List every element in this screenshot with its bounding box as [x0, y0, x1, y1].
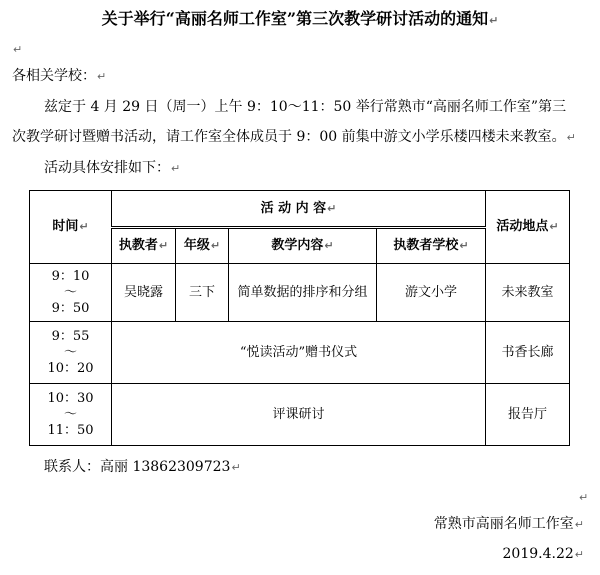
- paragraph-mark-icon: ↵: [231, 461, 241, 474]
- signature-text: 常熟市高丽名师工作室: [433, 516, 574, 532]
- activity-cell: 评课研讨: [112, 384, 486, 446]
- location-cell: 书香长廊: [486, 322, 570, 384]
- time-cell: 10：30 ～ 11：50: [30, 384, 112, 446]
- schedule-intro-text: 活动具体安排如下：: [44, 160, 170, 176]
- paragraph-mark-icon: ↵: [489, 14, 499, 27]
- blank-paragraph: [578, 488, 588, 507]
- paragraph-mark-icon: ↵: [574, 518, 584, 531]
- body-text-2: 次教学研讨暨赠书活动，请工作室全体成员于 9：00 前集中游文小学乐楼四楼未来教室。: [12, 129, 566, 145]
- header-location: 活动地点↵: [486, 191, 570, 264]
- salutation-text: 各相关学校：: [12, 68, 96, 84]
- signature: [434, 515, 584, 534]
- activity-cell: “悦读活动”赠书仪式: [112, 322, 486, 384]
- body-text-1: 兹定于 4 月 29 日（周一）上午 9：10～11：50 举行常熟市“高丽名师工作室”第三: [44, 99, 567, 115]
- header-teaching-content: 教学内容↵: [229, 228, 377, 264]
- paragraph-mark-icon: ↵: [97, 70, 107, 83]
- blank-paragraph: [12, 40, 22, 59]
- schedule-intro: [44, 159, 180, 178]
- schedule-table: [29, 190, 570, 446]
- paragraph-mark-icon: ↵: [210, 239, 221, 252]
- paragraph-mark-icon: ↵: [574, 548, 584, 561]
- paragraph-mark-icon: ↵: [171, 162, 181, 175]
- paragraph-mark-icon: ↵: [459, 239, 469, 252]
- paragraph-mark-icon: ↵: [158, 239, 169, 252]
- time-cell: 9：55 ～ 10：20: [30, 322, 112, 384]
- date: [503, 545, 584, 564]
- header-school: 执教者学校↵: [377, 228, 486, 264]
- contact-text: 联系人：高丽 13862309723: [44, 459, 231, 475]
- contact-line: [44, 458, 241, 477]
- date-text: 2019.4.22: [502, 546, 574, 562]
- paragraph-mark-icon: ↵: [549, 220, 559, 233]
- paragraph-mark-icon: ↵: [327, 201, 337, 215]
- header-time: 时间↵: [30, 191, 112, 264]
- salutation: [12, 67, 106, 86]
- teaching-content-cell: 简单数据的排序和分组: [229, 264, 377, 322]
- paragraph-mark-icon: ↵: [79, 220, 89, 233]
- executor-cell: 吴晓露: [112, 264, 176, 322]
- header-executor: 执教者↵: [112, 228, 176, 264]
- header-grade: 年级↵: [176, 228, 229, 264]
- location-cell: 报告厅: [486, 384, 570, 446]
- time-cell: 9：10 ～ 9：50: [30, 264, 112, 322]
- header-content-group: 活 动 内 容↵: [112, 191, 486, 228]
- grade-cell: 三下: [176, 264, 229, 322]
- paragraph-mark-icon: ↵: [13, 43, 23, 56]
- body-paragraph-line-1: [44, 98, 566, 116]
- document-title: [0, 8, 600, 32]
- body-paragraph-line-2: [12, 128, 576, 147]
- table-row: [30, 384, 570, 446]
- paragraph-mark-icon: ↵: [566, 131, 576, 144]
- table-row: [30, 322, 570, 384]
- school-cell: 游文小学: [377, 264, 486, 322]
- title-text: 关于举行“高丽名师工作室”第三次教学研讨活动的通知: [101, 9, 489, 28]
- location-cell: 未来教室: [486, 264, 570, 322]
- table-row: [30, 264, 570, 322]
- paragraph-mark-icon: ↵: [324, 239, 334, 252]
- paragraph-mark-icon: ↵: [579, 491, 589, 504]
